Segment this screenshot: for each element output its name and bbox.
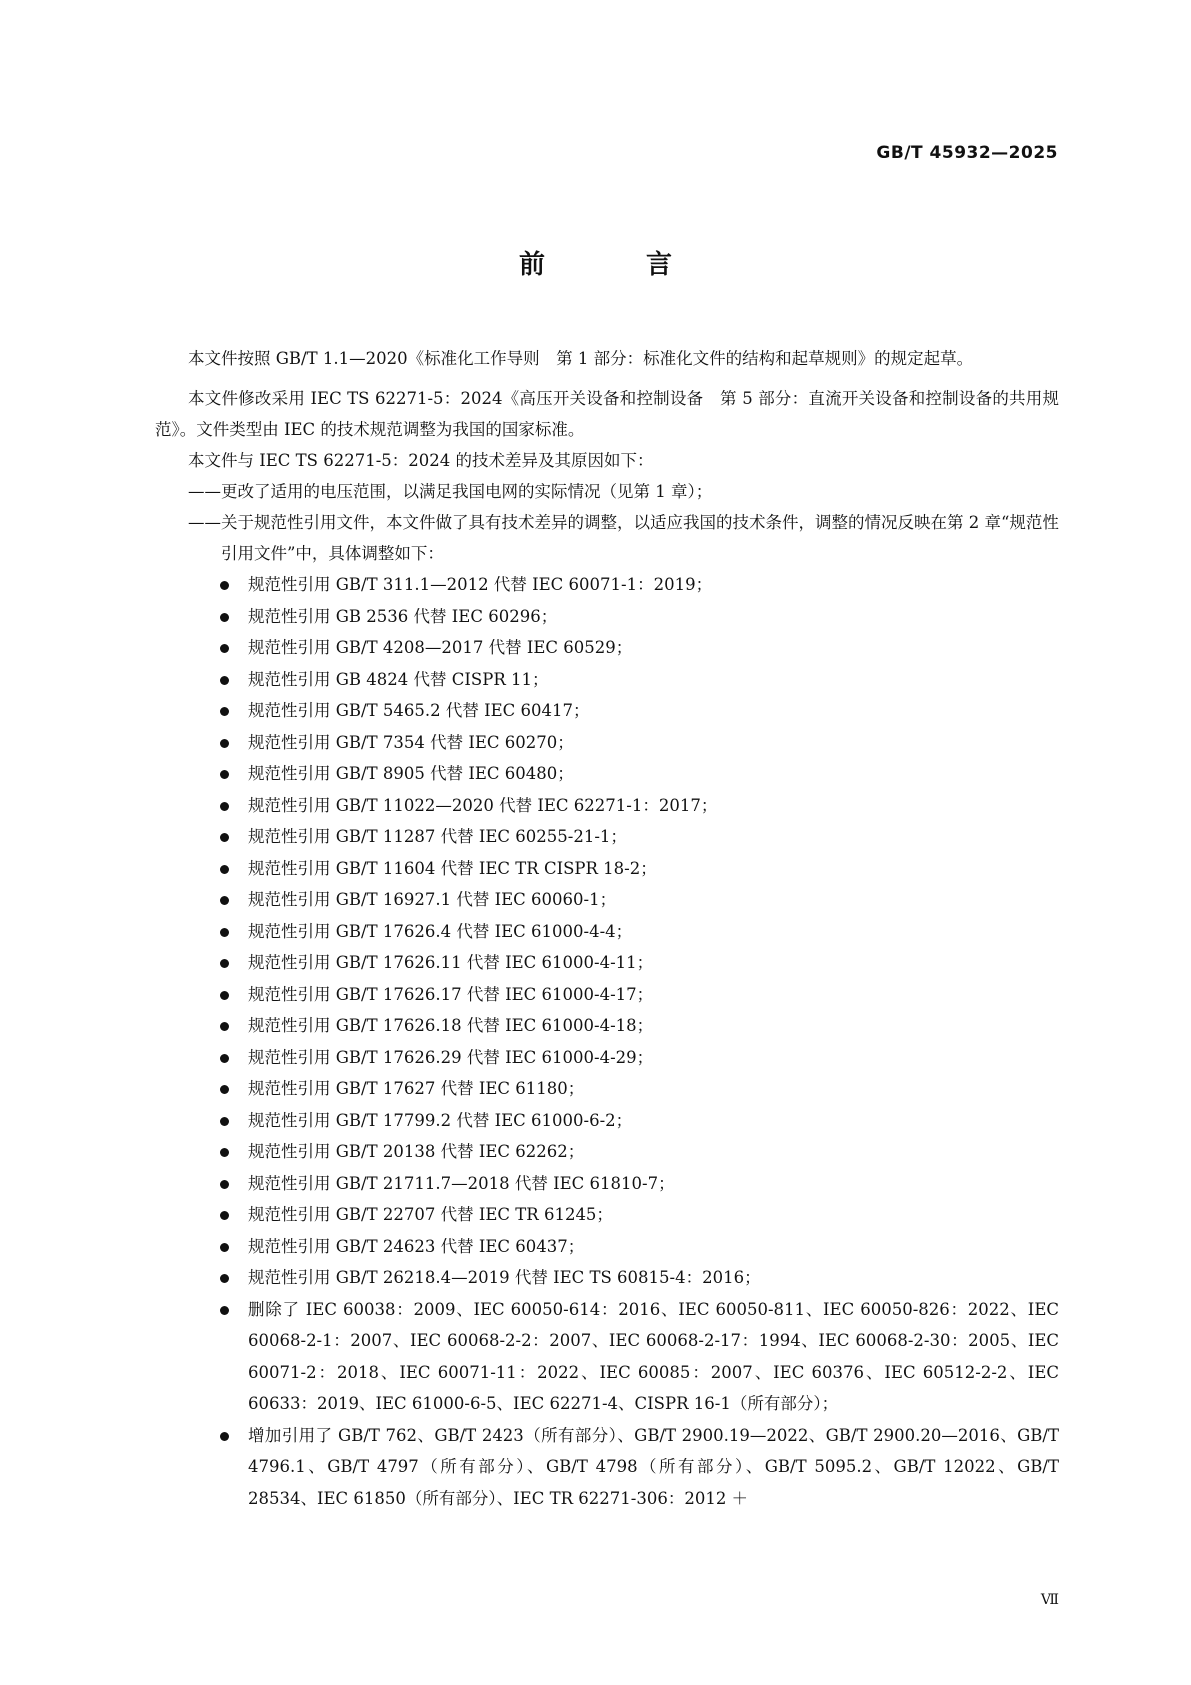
- list-item: [248, 1105, 1059, 1137]
- list-item: [248, 853, 1059, 885]
- list-item: [248, 1199, 1059, 1231]
- list-item: [248, 1231, 1059, 1263]
- list-item-text: 规范性引用 GB/T 16927.1 代替 IEC 60060-1；: [248, 890, 617, 909]
- list-item: [248, 884, 1059, 916]
- list-item-text: 规范性引用 GB/T 17626.11 代替 IEC 61000-4-11；: [248, 953, 654, 972]
- dash-marker: ——: [188, 513, 221, 532]
- bullet-icon: [220, 1085, 229, 1094]
- list-item-text: 规范性引用 GB 2536 代替 IEC 60296；: [248, 606, 558, 626]
- dash-item-voltage-range: [155, 476, 1059, 507]
- list-item: [248, 664, 1059, 696]
- bullet-icon: [220, 1148, 229, 1157]
- list-item-text: 规范性引用 GB/T 21711.7—2018 代替 IEC 61810-7；: [248, 1173, 675, 1193]
- bullet-icon: [220, 739, 229, 748]
- bullet-icon: [220, 991, 229, 1000]
- dash-marker: ——: [188, 482, 221, 501]
- list-item-text: 规范性引用 GB/T 17626.18 代替 IEC 61000-4-18；: [248, 1016, 654, 1035]
- paragraph-differences-intro: 本文件与 IEC TS 62271-5：2024 的技术差异及其原因如下：: [188, 451, 654, 470]
- list-item-text: 规范性引用 GB/T 22707 代替 IEC TR 61245；: [248, 1205, 613, 1224]
- dash-item-normative-references: [155, 507, 1059, 569]
- list-item: [248, 727, 1059, 759]
- list-item-text: 规范性引用 GB/T 5465.2 代替 IEC 60417；: [248, 701, 590, 720]
- dash-item-text: 关于规范性引用文件，本文件做了具有技术差异的调整，以适应我国的技术条件，调整的情况反映在第 2 章“规范性引用文件”中，具体调整如下：: [221, 513, 1059, 563]
- list-item: [248, 790, 1059, 822]
- list-item-text: 规范性引用 GB/T 11604 代替 IEC TR CISPR 18-2；: [248, 858, 657, 878]
- bullet-icon: [220, 1054, 229, 1063]
- list-item: [248, 1136, 1059, 1168]
- list-item-text: 规范性引用 GB/T 11022—2020 代替 IEC 62271-1：2017；: [248, 795, 718, 815]
- bullet-icon: [220, 613, 229, 622]
- bullet-icon: [220, 896, 229, 905]
- list-item-text: 规范性引用 GB/T 311.1—2012 代替 IEC 60071-1：2019；: [248, 575, 713, 594]
- list-item-text: 规范性引用 GB 4824 代替 CISPR 11；: [248, 669, 549, 689]
- list-item-text: 规范性引用 GB/T 8905 代替 IEC 60480；: [248, 764, 574, 783]
- list-item-text: 规范性引用 GB/T 26218.4—2019 代替 IEC TS 60815-4：2016；: [248, 1268, 761, 1287]
- list-item-text: 规范性引用 GB/T 4208—2017 代替 IEC 60529；: [248, 638, 633, 657]
- document-body: [155, 343, 1059, 1514]
- list-item-text: 规范性引用 GB/T 7354 代替 IEC 60270；: [248, 732, 574, 752]
- list-item-text: 规范性引用 GB/T 20138 代替 IEC 62262；: [248, 1142, 585, 1161]
- bullet-icon: [220, 1117, 229, 1126]
- paragraph-drafting-basis: 本文件按照 GB/T 1.1—2020《标准化工作导则 第 1 部分：标准化文件的结构和起草规则》的规定起草。: [188, 349, 974, 368]
- bullet-icon: [220, 1432, 229, 1441]
- bullet-icon: [220, 1180, 229, 1189]
- list-item: [248, 758, 1059, 790]
- page-number: Ⅶ: [1040, 1592, 1059, 1608]
- list-item: [248, 1073, 1059, 1105]
- bullet-icon: [220, 833, 229, 842]
- list-item-text: 规范性引用 GB/T 11287 代替 IEC 60255-21-1；: [248, 827, 627, 846]
- bullet-icon: [220, 1211, 229, 1220]
- list-item: [248, 1294, 1059, 1420]
- list-item-text: 规范性引用 GB/T 17627 代替 IEC 61180；: [248, 1079, 585, 1098]
- bullet-icon: [220, 1274, 229, 1283]
- list-item: [248, 1168, 1059, 1200]
- list-item: [248, 821, 1059, 853]
- bullet-icon: [220, 644, 229, 653]
- dash-item-text: 更改了适用的电压范围，以满足我国电网的实际情况（见第 1 章）；: [221, 482, 713, 501]
- list-item-text: 删除了 IEC 60038：2009、IEC 60050-614：2016、IEC 60050-811、IEC 60050-826：2022、IEC 60068-2-1：2007、IEC 60068-2-2：2007、IEC 60068-2-17：1994、IEC 60068-2-30：2005、IEC 60071-2：2018、IEC 60071-11：2022、IEC 60085：2007、IEC 60376、IEC 60512-2-2、IEC 60633：2019、IEC 61000-6-5、IEC 62271-4、CISPR 16-1（所有部分）；: [248, 1299, 1059, 1413]
- list-item-text: 规范性引用 GB/T 24623 代替 IEC 60437；: [248, 1236, 585, 1256]
- list-item: [248, 916, 1059, 948]
- standard-number: GB/T 45932—2025: [876, 143, 1058, 163]
- list-item: [248, 1262, 1059, 1294]
- bullet-icon: [220, 676, 229, 685]
- list-item-text: 规范性引用 GB/T 17799.2 代替 IEC 61000-6-2；: [248, 1110, 633, 1130]
- list-item: [248, 1420, 1059, 1515]
- bullet-icon: [220, 1306, 229, 1315]
- page-title: 前 言: [518, 250, 719, 280]
- bullet-icon: [220, 1022, 229, 1031]
- list-item: [248, 695, 1059, 727]
- bullet-icon: [220, 770, 229, 779]
- paragraph-adoption: 本文件修改采用 IEC TS 62271-5：2024《高压开关设备和控制设备 第 5 部分：直流开关设备和控制设备的共用规范》。文件类型由 IEC 的技术规范调整为我国的国家标准。: [155, 389, 1059, 439]
- list-item: [248, 1042, 1059, 1074]
- bullet-icon: [220, 707, 229, 716]
- list-item: [248, 569, 1059, 601]
- list-item-text: 规范性引用 GB/T 17626.17 代替 IEC 61000-4-17；: [248, 984, 654, 1004]
- list-item: [248, 632, 1059, 664]
- bullet-icon: [220, 959, 229, 968]
- list-item-text: 规范性引用 GB/T 17626.29 代替 IEC 61000-4-29；: [248, 1047, 654, 1067]
- bullet-icon: [220, 1243, 229, 1252]
- list-item: [248, 1010, 1059, 1042]
- list-item: [248, 601, 1059, 633]
- bullet-icon: [220, 581, 229, 590]
- reference-adjustment-list: [155, 569, 1059, 1514]
- bullet-icon: [220, 865, 229, 874]
- bullet-icon: [220, 928, 229, 937]
- bullet-icon: [220, 802, 229, 811]
- list-item: [248, 947, 1059, 979]
- list-item-text: 增加引用了 GB/T 762、GB/T 2423（所有部分）、GB/T 2900.19—2022、GB/T 2900.20—2016、GB/T 4796.1、GB/T 4797（所有部分）、GB/T 4798（所有部分）、GB/T 5095.2、GB/T 12022、GB/T 28534、IEC 61850（所有部分）、IEC TR 62271-306：2012 ＋: [248, 1425, 1059, 1508]
- list-item: [248, 979, 1059, 1011]
- list-item-text: 规范性引用 GB/T 17626.4 代替 IEC 61000-4-4；: [248, 921, 633, 941]
